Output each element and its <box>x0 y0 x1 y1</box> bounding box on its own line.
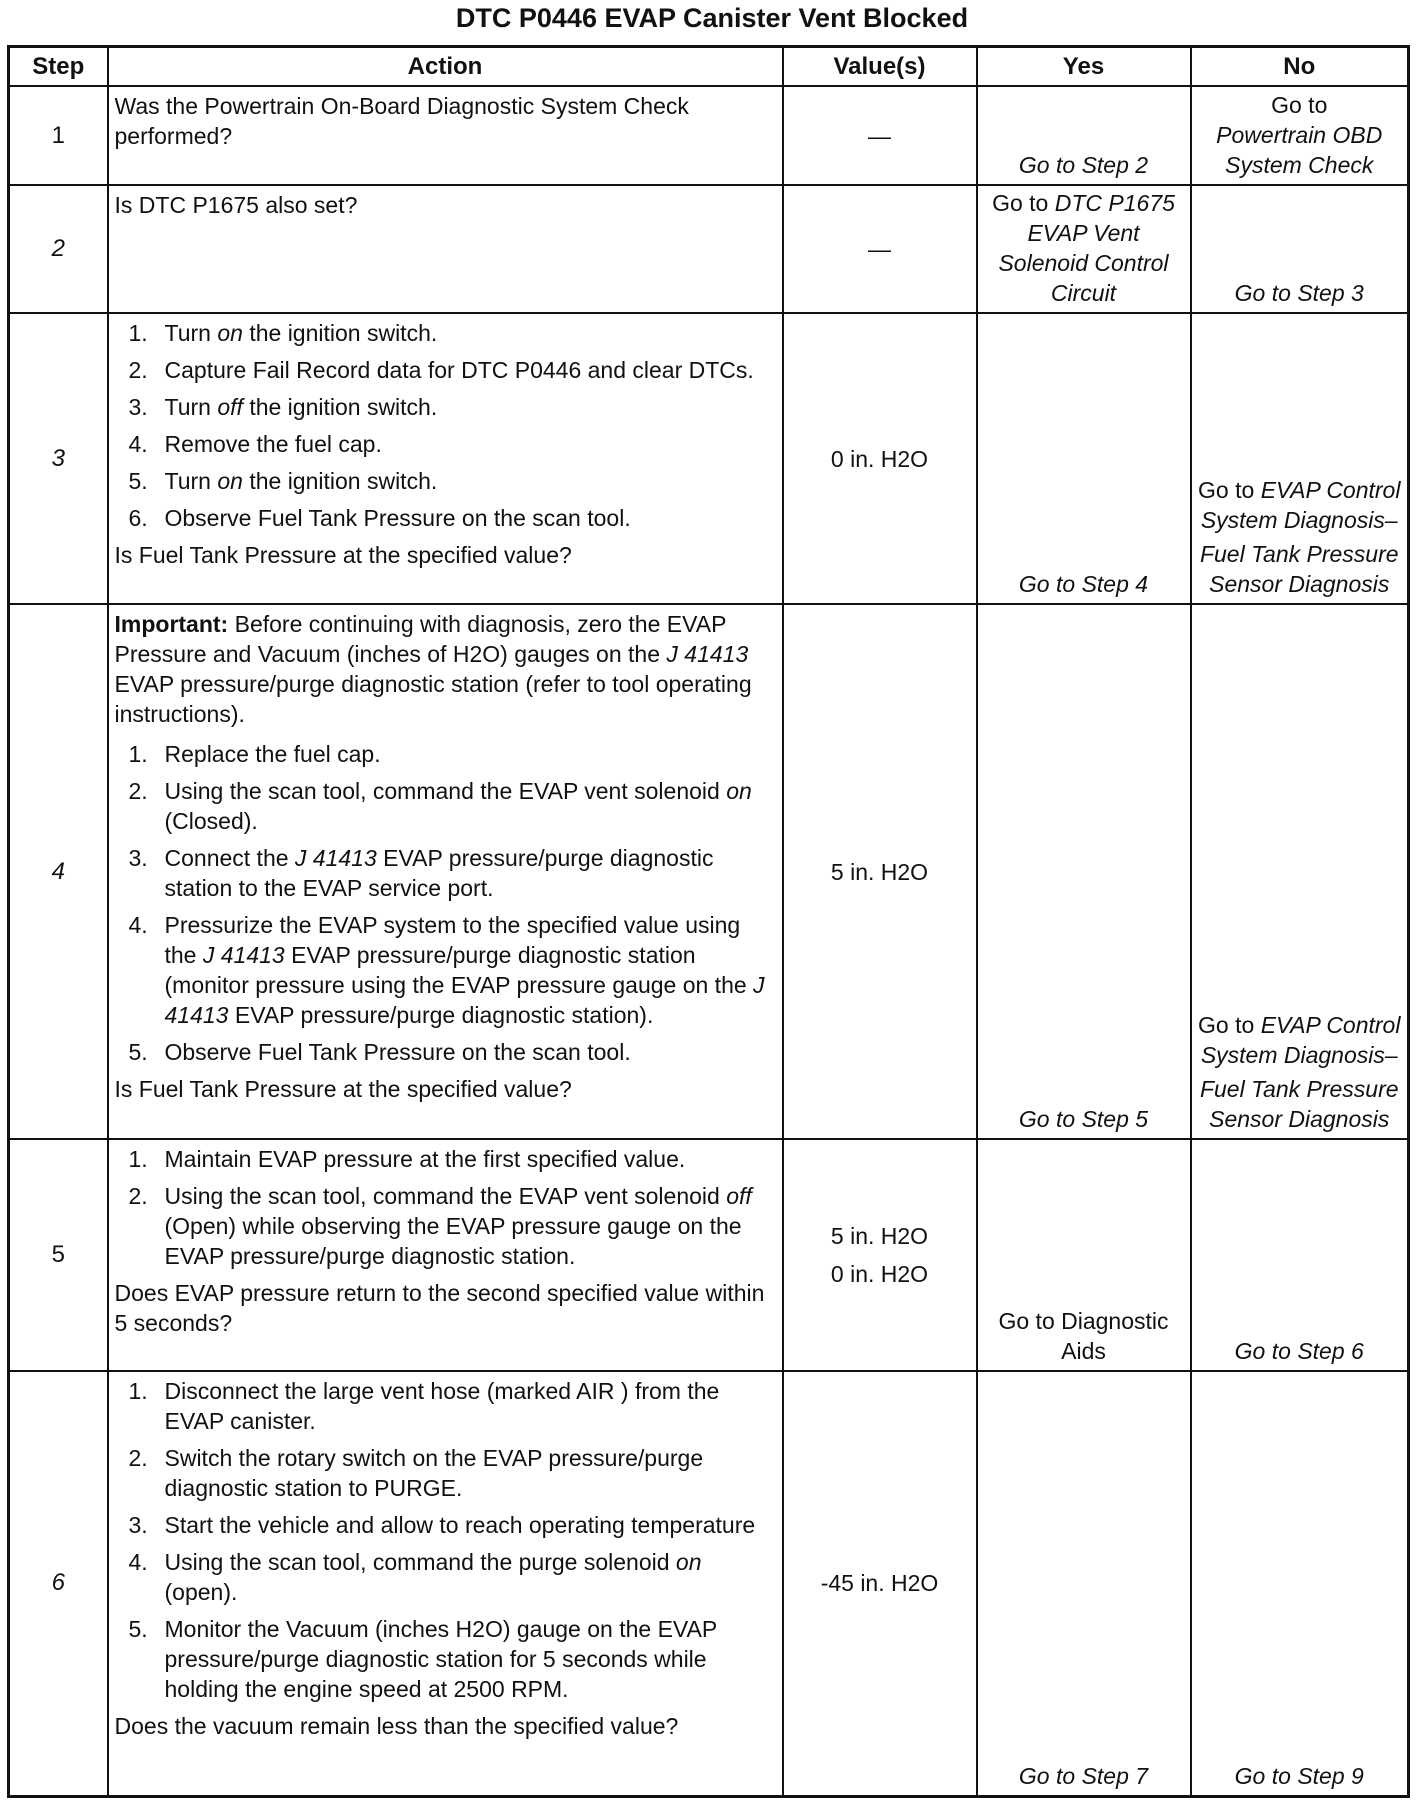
no-prefix: Go to <box>1198 477 1255 503</box>
list-item: 2. Using the scan tool, command the EVAP vent solenoid off (Open) while observing the EVAP pressure gauge on the EVAP pressure/purge diagnostic station. <box>128 1183 752 1269</box>
table-row <box>9 604 1409 1139</box>
yes-link[interactable]: Go to Step 2 <box>1018 152 1149 178</box>
action-cell <box>108 86 783 185</box>
yes-cell <box>977 185 1191 313</box>
yes-cell <box>977 86 1191 185</box>
value-cell: 5 in. H2O <box>783 604 977 1139</box>
step-number: 5 <box>9 1139 108 1371</box>
action-cell <box>108 1139 783 1371</box>
no-cell <box>1191 313 1409 604</box>
yes-link[interactable]: Go to Step 7 <box>1018 1762 1149 1789</box>
no-cell <box>1191 86 1409 185</box>
page-title: DTC P0446 EVAP Canister Vent Blocked <box>455 3 969 33</box>
important-note: Important: Before continuing with diagnosis, zero the EVAP Pressure and Vacuum (inches of H2O) gauges on the J 41413 EVAP pressure/purge diagnostic station (refer to tool operating instructions). <box>114 611 752 727</box>
table-row <box>9 86 1409 185</box>
header-row <box>9 47 1409 87</box>
table-row <box>9 313 1409 604</box>
procedure-list <box>115 318 776 533</box>
question-text: Does EVAP pressure return to the second specified value within 5 seconds? <box>114 1280 765 1336</box>
question-text: Is Fuel Tank Pressure at the specified value? <box>114 542 572 568</box>
yes-link[interactable]: DTC P1675 EVAP Vent Solenoid Control Circuit <box>998 190 1175 306</box>
step-number: 1 <box>9 86 108 185</box>
value-second: 0 in. H2O <box>830 1261 929 1287</box>
list-item: 4. Pressurize the EVAP system to the specified value using the J 41413 EVAP pressure/purge diagnostic station (monitor pressure using the EVAP pressure gauge on the J 41413 EVAP pressure/purge diagnostic station). <box>128 912 765 1028</box>
yes-cell <box>977 1371 1191 1796</box>
question-text: Is DTC P1675 also set? <box>114 192 358 218</box>
value-cell <box>783 1139 977 1371</box>
value-cell: — <box>783 86 977 185</box>
yes-cell <box>977 313 1191 604</box>
step-number: 3 <box>9 313 108 604</box>
value-cell: 0 in. H2O <box>783 313 977 604</box>
list-item: 6. Observe Fuel Tank Pressure on the scan tool. <box>128 505 631 531</box>
list-item: 1. Disconnect the large vent hose (marked AIR ) from the EVAP canister. <box>128 1378 720 1434</box>
table-row <box>9 185 1409 313</box>
list-item: 2. Capture Fail Record data for DTC P0446 and clear DTCs. <box>128 357 754 383</box>
value-first: 5 in. H2O <box>830 1223 929 1249</box>
question-text: Does the vacuum remain less than the specified value? <box>114 1713 679 1739</box>
no-cell <box>1191 1139 1409 1371</box>
yes-link[interactable]: Go to Diagnostic Aids <box>998 1308 1169 1364</box>
no-cell <box>1191 1371 1409 1796</box>
yes-prefix: Go to <box>992 190 1049 216</box>
header-no: No <box>1191 47 1409 87</box>
action-cell <box>108 1371 783 1796</box>
no-link[interactable]: Fuel Tank Pressure Sensor Diagnosis <box>1199 541 1399 597</box>
no-prefix: Go to <box>1198 1012 1255 1038</box>
header-yes: Yes <box>977 47 1191 87</box>
diagnostic-table <box>7 45 1410 1798</box>
header-values: Value(s) <box>783 47 977 87</box>
no-link[interactable]: Go to Step 9 <box>1234 1762 1364 1789</box>
step-number: 6 <box>9 1371 108 1796</box>
no-cell <box>1191 604 1409 1139</box>
list-item: 5. Observe Fuel Tank Pressure on the scan tool. <box>128 1039 631 1065</box>
step-number: 4 <box>9 604 108 1139</box>
yes-link[interactable]: Go to Step 5 <box>1018 1106 1149 1132</box>
value-cell: — <box>783 185 977 313</box>
list-item: 3. Connect the J 41413 EVAP pressure/purge diagnostic station to the EVAP service port. <box>128 845 714 901</box>
yes-link[interactable]: Go to Step 4 <box>1018 571 1149 597</box>
list-item: 3. Start the vehicle and allow to reach operating temperature <box>128 1512 756 1538</box>
procedure-list <box>115 739 776 1067</box>
yes-cell <box>977 1139 1191 1371</box>
no-link[interactable]: EVAP Control System Diagnosis– <box>1200 1012 1401 1068</box>
list-item: 2. Switch the rotary switch on the EVAP pressure/purge diagnostic station to PURGE. <box>128 1445 704 1501</box>
list-item: 1. Replace the fuel cap. <box>128 741 381 767</box>
table-row <box>9 1139 1409 1371</box>
list-item: 5. Turn on the ignition switch. <box>128 468 438 494</box>
list-item: 3. Turn off the ignition switch. <box>128 394 438 420</box>
step-number: 2 <box>9 185 108 313</box>
procedure-list <box>115 1144 776 1271</box>
list-item: 2. Using the scan tool, command the EVAP vent solenoid on (Closed). <box>128 778 752 834</box>
no-cell <box>1191 185 1409 313</box>
list-item: 1. Maintain EVAP pressure at the first specified value. <box>128 1146 686 1172</box>
list-item: 5. Monitor the Vacuum (inches H2O) gauge on the EVAP pressure/purge diagnostic station for 5 seconds while holding the engine speed at 2500 RPM. <box>128 1616 717 1702</box>
no-link[interactable]: Go to Step 3 <box>1234 280 1364 306</box>
action-cell <box>108 604 783 1139</box>
list-item: 1. Turn on the ignition switch. <box>128 320 438 346</box>
question-text: Is Fuel Tank Pressure at the specified value? <box>114 1076 572 1102</box>
no-link[interactable]: EVAP Control System Diagnosis– <box>1200 477 1401 533</box>
list-item: 4. Using the scan tool, command the purge solenoid on (open). <box>128 1549 702 1605</box>
value-cell: -45 in. H2O <box>783 1371 977 1796</box>
header-step: Step <box>9 47 108 87</box>
procedure-list <box>115 1376 776 1704</box>
no-prefix: Go to <box>1271 91 1328 118</box>
list-item: 4. Remove the fuel cap. <box>128 431 382 457</box>
no-link[interactable]: Fuel Tank Pressure Sensor Diagnosis <box>1199 1076 1399 1132</box>
question-text: Was the Powertrain On-Board Diagnostic System Check performed? <box>114 93 689 149</box>
header-action: Action <box>108 47 783 87</box>
yes-cell <box>977 604 1191 1139</box>
table-row <box>9 1371 1409 1796</box>
no-link[interactable]: Powertrain OBD System Check <box>1216 121 1383 178</box>
action-cell <box>108 185 783 313</box>
action-cell <box>108 313 783 604</box>
no-link[interactable]: Go to Step 6 <box>1234 1338 1364 1364</box>
